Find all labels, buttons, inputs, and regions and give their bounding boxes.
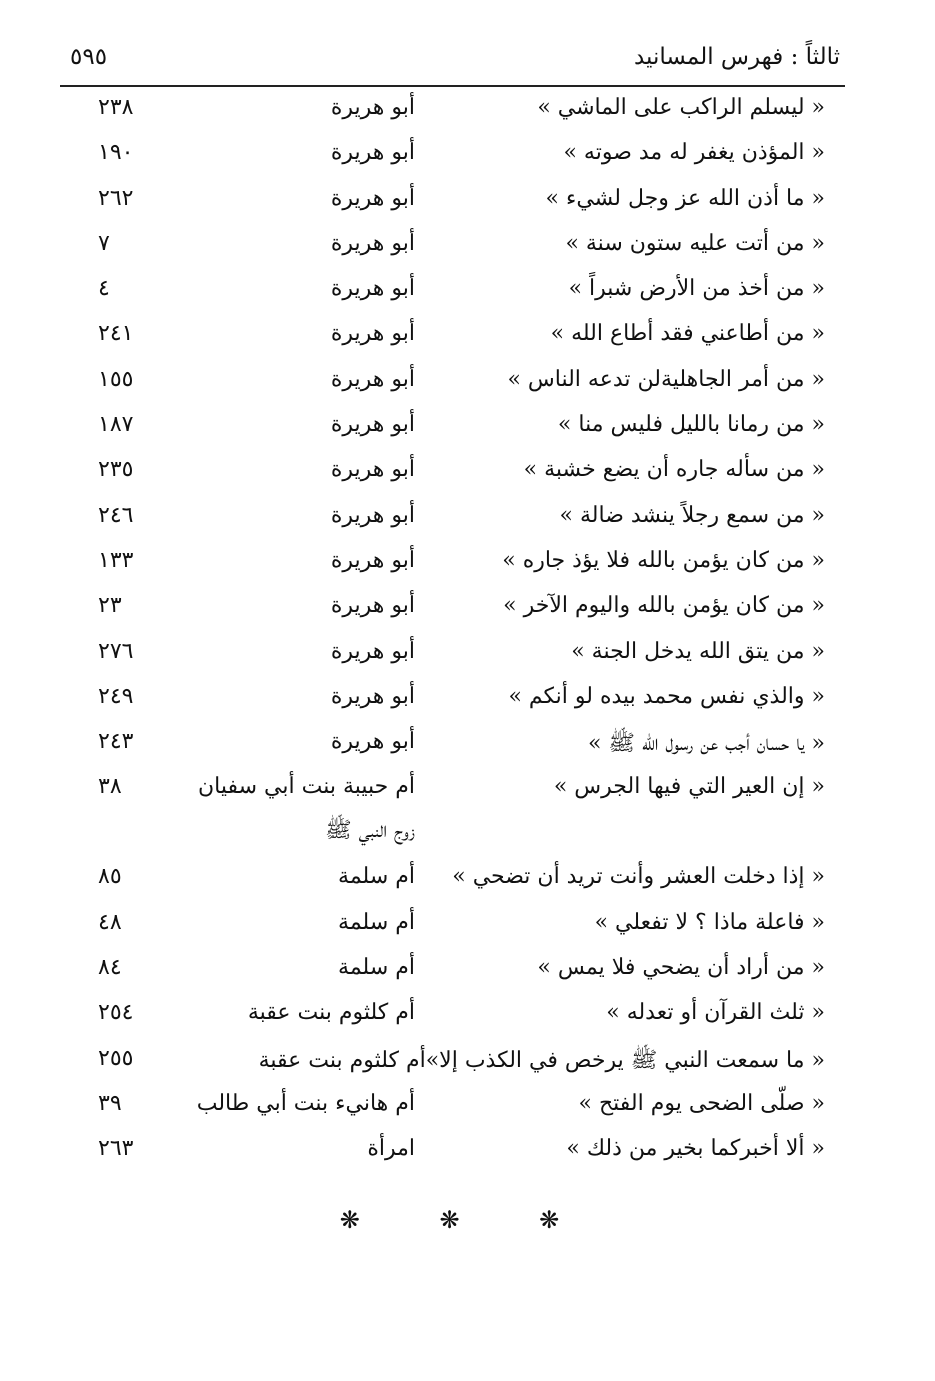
narrator-name: أبو هريرة	[330, 366, 415, 392]
hadith-text: « من سمع رجلاً ينشد ضالة »	[559, 502, 825, 528]
narrator-name: أم حبيبة بنت أبي سفيان	[197, 774, 415, 800]
hadith-text: « ما أذن الله عز وجل لشيء »	[545, 185, 825, 211]
section-title: ثالثاً : فهرس المسانيد	[633, 44, 840, 70]
page-reference-number: ٢٦٢	[98, 185, 134, 211]
table-row	[0, 684, 935, 729]
table-row	[0, 1136, 935, 1181]
table-row	[0, 774, 935, 864]
page-number: ٥٩٥	[70, 44, 108, 70]
page-reference-number: ٣٨	[98, 774, 122, 800]
narrator-name: أبو هريرة	[330, 230, 415, 256]
page-reference-number: ٢٧٦	[98, 638, 134, 664]
hadith-text: « ثلث القرآن أو تعدله »	[606, 1000, 825, 1026]
page-reference-number: ٣٩	[98, 1090, 122, 1116]
hadith-text: « إن العير التي فيها الجرس »	[553, 774, 825, 800]
narrator-name: أم سلمة	[338, 864, 415, 890]
hadith-text: « من أراد أن يضحي فلا يمس »	[537, 955, 825, 981]
narrator-name: أم كلثوم بنت عقبة	[247, 1000, 415, 1026]
table-row	[0, 95, 935, 140]
table-row	[0, 186, 935, 231]
page-reference-number: ٢٦٣	[98, 1136, 134, 1162]
hadith-text: « من يتق الله يدخل الجنة »	[571, 638, 825, 664]
narrator-name: أبو هريرة	[330, 638, 415, 664]
narrator-name-continued: زوج النبي ﷺ	[325, 818, 415, 844]
page-reference-number: ٤٨	[98, 909, 122, 935]
page-reference-number: ٢٣٨	[98, 95, 134, 120]
table-row	[0, 548, 935, 593]
narrator-name: أبو هريرة	[330, 95, 415, 120]
table-row	[0, 231, 935, 276]
page-reference-number: ٢٥٤	[98, 1000, 134, 1026]
hadith-text: « من أخذ من الأرض شبراً »	[568, 276, 825, 302]
narrator-name: أبو هريرة	[330, 140, 415, 166]
narrator-name: أبو هريرة	[330, 593, 415, 619]
hadith-text: « والذي نفس محمد بيده لو أنكم »	[508, 683, 825, 709]
table-row	[0, 503, 935, 548]
table-row	[0, 729, 935, 774]
table-row	[0, 1091, 935, 1136]
table-row	[0, 367, 935, 412]
hadith-text: « من رمانا بالليل فليس منا »	[557, 412, 825, 438]
narrator-name: أم سلمة	[338, 955, 415, 981]
page-reference-number: ٨٤	[98, 955, 122, 981]
hadith-text: « إذا دخلت العشر وأنت تريد أن تضحي »	[452, 864, 825, 890]
table-row	[0, 321, 935, 366]
hadith-text: « فاعلة ماذا ؟ لا تفعلي »	[594, 909, 825, 935]
hadith-text: « من سأله جاره أن يضع خشبة »	[523, 457, 825, 483]
narrator-name: أبو هريرة	[330, 412, 415, 438]
hadith-text: « يا حسان أجب عن رسول الله ﷺ »	[587, 731, 825, 757]
hadith-text: « من أتت عليه ستون سنة »	[565, 230, 825, 256]
page-reference-number: ١٨٧	[98, 412, 134, 438]
page-reference-number: ١٩٠	[98, 140, 134, 166]
narrator-name: امرأة	[367, 1136, 415, 1162]
table-row	[0, 412, 935, 457]
hadith-text: « ليسلم الراكب على الماشي »	[537, 95, 825, 120]
narrator-name: أبو هريرة	[330, 547, 415, 573]
page-reference-number: ٢٤٣	[98, 729, 134, 755]
narrator-name: أبو هريرة	[330, 502, 415, 528]
narrator-name: أبو هريرة	[330, 321, 415, 347]
table-row	[0, 276, 935, 321]
page-reference-number: ٢٥٥	[98, 1045, 134, 1071]
narrator-name: أم سلمة	[338, 909, 415, 935]
hadith-text: « من أطاعني فقد أطاع الله »	[550, 321, 825, 347]
hadith-text: « من كان يؤمن بالله واليوم الآخر »	[503, 593, 825, 619]
table-row	[0, 140, 935, 185]
page-reference-number: ٢٣٥	[98, 457, 134, 483]
page-reference-number: ١٥٥	[98, 366, 134, 392]
table-row	[0, 593, 935, 638]
page-reference-number: ٢٤٦	[98, 502, 134, 528]
table-row	[0, 457, 935, 502]
narrator-name: أبو هريرة	[330, 185, 415, 211]
hadith-text: « ما سمعت النبي ﷺ يرخص في الكذب إلا»أم كلثوم بنت عقبة	[258, 1047, 825, 1073]
hadith-text: « من كان يؤمن بالله فلا يؤذ جاره »	[502, 547, 825, 573]
page-reference-number: ٢٣	[98, 593, 122, 619]
index-table	[0, 95, 935, 1182]
page-reference-number: ٢٤١	[98, 321, 134, 347]
hadith-text: « من أمر الجاهليةلن تدعه الناس »	[507, 366, 825, 392]
narrator-name: أبو هريرة	[330, 729, 415, 755]
hadith-text: « صلّى الضحى يوم الفتح »	[578, 1090, 825, 1116]
table-row	[0, 955, 935, 1000]
hadith-text: « المؤذن يغفر له مد صوته »	[563, 140, 825, 166]
table-row	[0, 910, 935, 955]
table-row	[0, 864, 935, 909]
page-reference-number: ٨٥	[98, 864, 122, 890]
narrator-name: أبو هريرة	[330, 457, 415, 483]
header-rule	[60, 85, 845, 87]
table-row	[0, 1046, 935, 1091]
page-reference-number: ١٣٣	[98, 547, 134, 573]
table-row	[0, 639, 935, 684]
page-header	[70, 44, 840, 80]
hadith-text: « ألا أخبركما بخير من ذلك »	[566, 1136, 825, 1162]
page-reference-number: ٧	[98, 230, 110, 256]
narrator-name: أبو هريرة	[330, 683, 415, 709]
narrator-name: أم هانيء بنت أبي طالب	[196, 1090, 415, 1116]
table-row	[0, 1000, 935, 1045]
narrator-name: أبو هريرة	[330, 276, 415, 302]
closing-ornament: ❋ ❋ ❋	[339, 1206, 596, 1234]
page-reference-number: ٢٤٩	[98, 683, 134, 709]
page-reference-number: ٤	[98, 276, 110, 302]
